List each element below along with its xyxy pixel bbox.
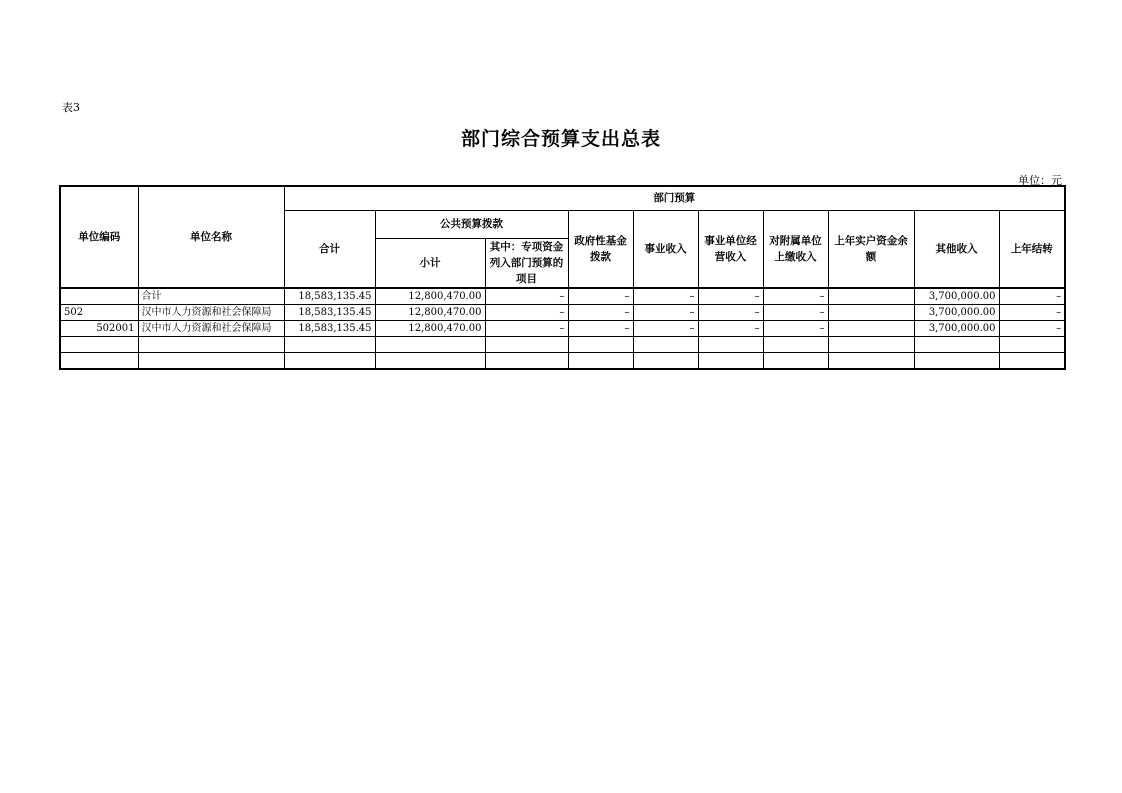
unit-label: 单位：元 <box>1018 174 1062 187</box>
page-title: 部门综合预算支出总表 <box>460 128 661 150</box>
cell-business-income: – <box>633 305 698 321</box>
header-special-items: 其中：专项资金列入部门预算的项目 <box>485 238 568 288</box>
cell-subtotal: 12,800,470.00 <box>375 288 485 305</box>
cell-prior-year-carryover: – <box>999 305 1065 321</box>
budget-expenditure-table <box>59 185 1066 370</box>
cell-prior-year-carryover: – <box>999 288 1065 305</box>
header-prior-year-carryover: 上年结转 <box>999 210 1065 288</box>
header-dept-budget: 部门预算 <box>284 186 1065 210</box>
cell-special-items: – <box>485 305 568 321</box>
cell-code: 502001 <box>60 321 138 337</box>
header-gov-fund: 政府性基金拨款 <box>568 210 633 288</box>
cell-special-items: – <box>485 321 568 337</box>
cell-subtotal: 12,800,470.00 <box>375 305 485 321</box>
header-prior-year-balance: 上年实户资金余额 <box>828 210 914 288</box>
cell-total: 18,583,135.45 <box>284 288 375 305</box>
cell-subordinate-income: – <box>763 305 828 321</box>
cell-gov-fund: – <box>568 305 633 321</box>
table-row-empty <box>60 337 1065 353</box>
header-unit-code: 单位编码 <box>60 186 138 288</box>
header-subtotal: 小计 <box>375 238 485 288</box>
table-row <box>60 305 1065 321</box>
cell-special-items: – <box>485 288 568 305</box>
table-row-empty <box>60 353 1065 370</box>
cell-total: 18,583,135.45 <box>284 321 375 337</box>
cell-subordinate-income: – <box>763 288 828 305</box>
cell-gov-fund: – <box>568 321 633 337</box>
cell-prior-year-balance <box>828 305 914 321</box>
cell-subtotal: 12,800,470.00 <box>375 321 485 337</box>
header-unit-name: 单位名称 <box>138 186 284 288</box>
cell-business-operating-income: – <box>698 321 763 337</box>
cell-name: 汉中市人力资源和社会保障局 <box>138 321 284 337</box>
cell-code <box>60 288 138 305</box>
cell-subordinate-income: – <box>763 321 828 337</box>
header-business-income: 事业收入 <box>633 210 698 288</box>
cell-business-income: – <box>633 321 698 337</box>
cell-name: 汉中市人力资源和社会保障局 <box>138 305 284 321</box>
cell-prior-year-balance <box>828 321 914 337</box>
table-row <box>60 288 1065 305</box>
cell-name: 合计 <box>138 288 284 305</box>
cell-business-operating-income: – <box>698 305 763 321</box>
header-other-income: 其他收入 <box>914 210 999 288</box>
cell-code: 502 <box>60 305 138 321</box>
cell-other-income: 3,700,000.00 <box>914 305 999 321</box>
cell-business-income: – <box>633 288 698 305</box>
header-public-budget: 公共预算拨款 <box>375 210 568 238</box>
cell-other-income: 3,700,000.00 <box>914 288 999 305</box>
cell-other-income: 3,700,000.00 <box>914 321 999 337</box>
table-row <box>60 321 1065 337</box>
cell-prior-year-balance <box>828 288 914 305</box>
header-subordinate-income: 对附属单位上缴收入 <box>763 210 828 288</box>
cell-total: 18,583,135.45 <box>284 305 375 321</box>
header-total: 合计 <box>284 210 375 288</box>
cell-business-operating-income: – <box>698 288 763 305</box>
sheet-label: 表3 <box>62 101 80 114</box>
cell-prior-year-carryover: – <box>999 321 1065 337</box>
cell-gov-fund: – <box>568 288 633 305</box>
header-business-operating-income: 事业单位经营收入 <box>698 210 763 288</box>
